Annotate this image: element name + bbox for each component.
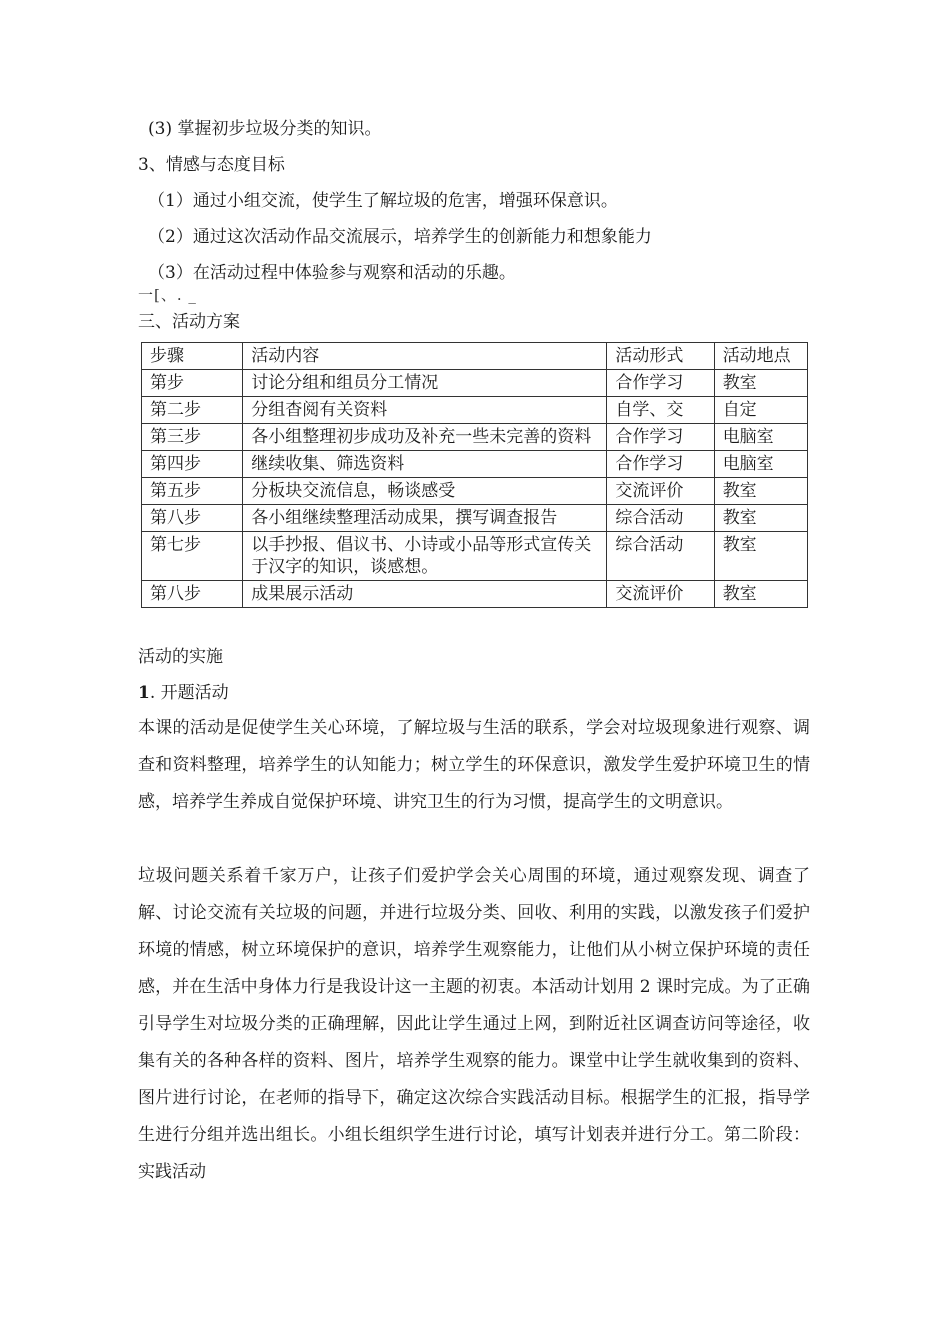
table-cell: 第二步 bbox=[142, 397, 243, 424]
goal-knowledge-item-3: (3) 掌握初步垃圾分类的知识。 bbox=[148, 119, 382, 139]
table-row bbox=[142, 505, 808, 532]
table-cell: 教室 bbox=[714, 370, 807, 397]
table-cell: 自学、交 bbox=[607, 397, 714, 424]
table-cell: 继续收集、筛选资料 bbox=[243, 451, 607, 478]
table-cell: 综合活动 bbox=[607, 532, 714, 581]
table-cell: 第四步 bbox=[142, 451, 243, 478]
table-cell: 第七步 bbox=[142, 532, 243, 581]
table-row bbox=[142, 581, 808, 608]
heading-number: 1 bbox=[138, 683, 150, 703]
activity-plan-table bbox=[141, 342, 808, 608]
emotion-goal-item-2: （2）通过这次活动作品交流展示，培养学生的创新能力和想象能力 bbox=[148, 227, 652, 247]
table-cell: 成果展示活动 bbox=[243, 581, 607, 608]
table-row bbox=[142, 397, 808, 424]
table-cell: 第五步 bbox=[142, 478, 243, 505]
table-cell: 教室 bbox=[714, 581, 807, 608]
paragraph-1: 本课的活动是促使学生关心环境，了解垃圾与生活的联系，学会对垃圾现象进行观察、调查和资料整理，培养学生的认知能力；树立学生的环保意识，激发学生爱护环境卫生的情感，培养学生养成自觉保护环境、讲究卫生的行为习惯，提高学生的文明意识。 bbox=[138, 718, 810, 812]
table-cell: 电脑室 bbox=[714, 451, 807, 478]
table-cell: 交流评价 bbox=[607, 478, 714, 505]
table-cell: 教室 bbox=[714, 478, 807, 505]
emotion-goal-item-1: （1）通过小组交流，使学生了解垃圾的危害，增强环保意识。 bbox=[148, 191, 618, 211]
table-cell: 各小组整理初步成功及补充一些未完善的资料 bbox=[243, 424, 607, 451]
table-cell: 分板块交流信息，畅谈感受 bbox=[243, 478, 607, 505]
table-cell: 自定 bbox=[714, 397, 807, 424]
table-row bbox=[142, 370, 808, 397]
table-cell: 第三步 bbox=[142, 424, 243, 451]
table-cell: 第步 bbox=[142, 370, 243, 397]
table-cell: 教室 bbox=[714, 505, 807, 532]
table-cell: 分组杳阅有关资料 bbox=[243, 397, 607, 424]
garbled-text: 一[、. _ bbox=[138, 286, 197, 304]
table-row bbox=[142, 424, 808, 451]
implementation-heading: 活动的实施 bbox=[138, 647, 223, 667]
table-cell: 以手抄报、倡议书、小诗或小品等形式宣传关于汉字的知识，谈感想。 bbox=[243, 532, 607, 581]
table-cell: 各小组继续整理活动成果，撰写调查报告 bbox=[243, 505, 607, 532]
emotion-goal-item-3: （3）在活动过程中体验参与观察和活动的乐趣。 bbox=[148, 263, 516, 283]
table-row bbox=[142, 478, 808, 505]
column-header: 活动内容 bbox=[243, 343, 607, 370]
table-row bbox=[142, 451, 808, 478]
table-cell: 交流评价 bbox=[607, 581, 714, 608]
paragraph-2: 垃圾问题关系着千家万户，让孩子们爱护学会关心周围的环境，通过观察发现、调查了解、讨论交流有关垃圾的问题，并进行垃圾分类、回收、利用的实践，以激发孩子们爱护环境的情感，树立环境保护的意识，培养学生观察能力，让他们从小树立保护环境的责任感，并在生活中身体力行是我设计这一主题的初衷。本活动计划用 2 课时完成。为了正确引导学生对垃圾分类的正确理解，因此让学生通过上网，到附近社区调查访问等途径，收集有关的各种各样的资料、图片，培养学生观察的能力。课堂中让学生就收集到的资料、图片进行讨论，在老师的指导下，确定这次综合实践活动目标。根据学生的汇报，指导学生进行分组并选出组长。小组长组织学生进行讨论，填写计划表并进行分工。第二阶段：实践活动 bbox=[138, 866, 810, 1182]
table-cell: 合作学习 bbox=[607, 451, 714, 478]
table-cell: 电脑室 bbox=[714, 424, 807, 451]
table-cell: 讨论分组和组员分工情况 bbox=[243, 370, 607, 397]
column-header: 步骤 bbox=[142, 343, 243, 370]
table-cell: 教室 bbox=[714, 532, 807, 581]
plan-heading: 三、活动方案 bbox=[138, 312, 240, 332]
column-header: 活动形式 bbox=[607, 343, 714, 370]
table-cell: 合作学习 bbox=[607, 370, 714, 397]
heading-text: . 开题活动 bbox=[149, 683, 229, 703]
table-cell: 合作学习 bbox=[607, 424, 714, 451]
table-cell: 第八步 bbox=[142, 505, 243, 532]
table-row bbox=[142, 532, 808, 581]
column-header: 活动地点 bbox=[714, 343, 807, 370]
emotion-goal-heading: 3、情感与态度目标 bbox=[138, 155, 285, 175]
table-header-row bbox=[142, 343, 808, 370]
opening-activity-heading bbox=[138, 682, 229, 704]
table-cell: 第八步 bbox=[142, 581, 243, 608]
table-cell: 综合活动 bbox=[607, 505, 714, 532]
